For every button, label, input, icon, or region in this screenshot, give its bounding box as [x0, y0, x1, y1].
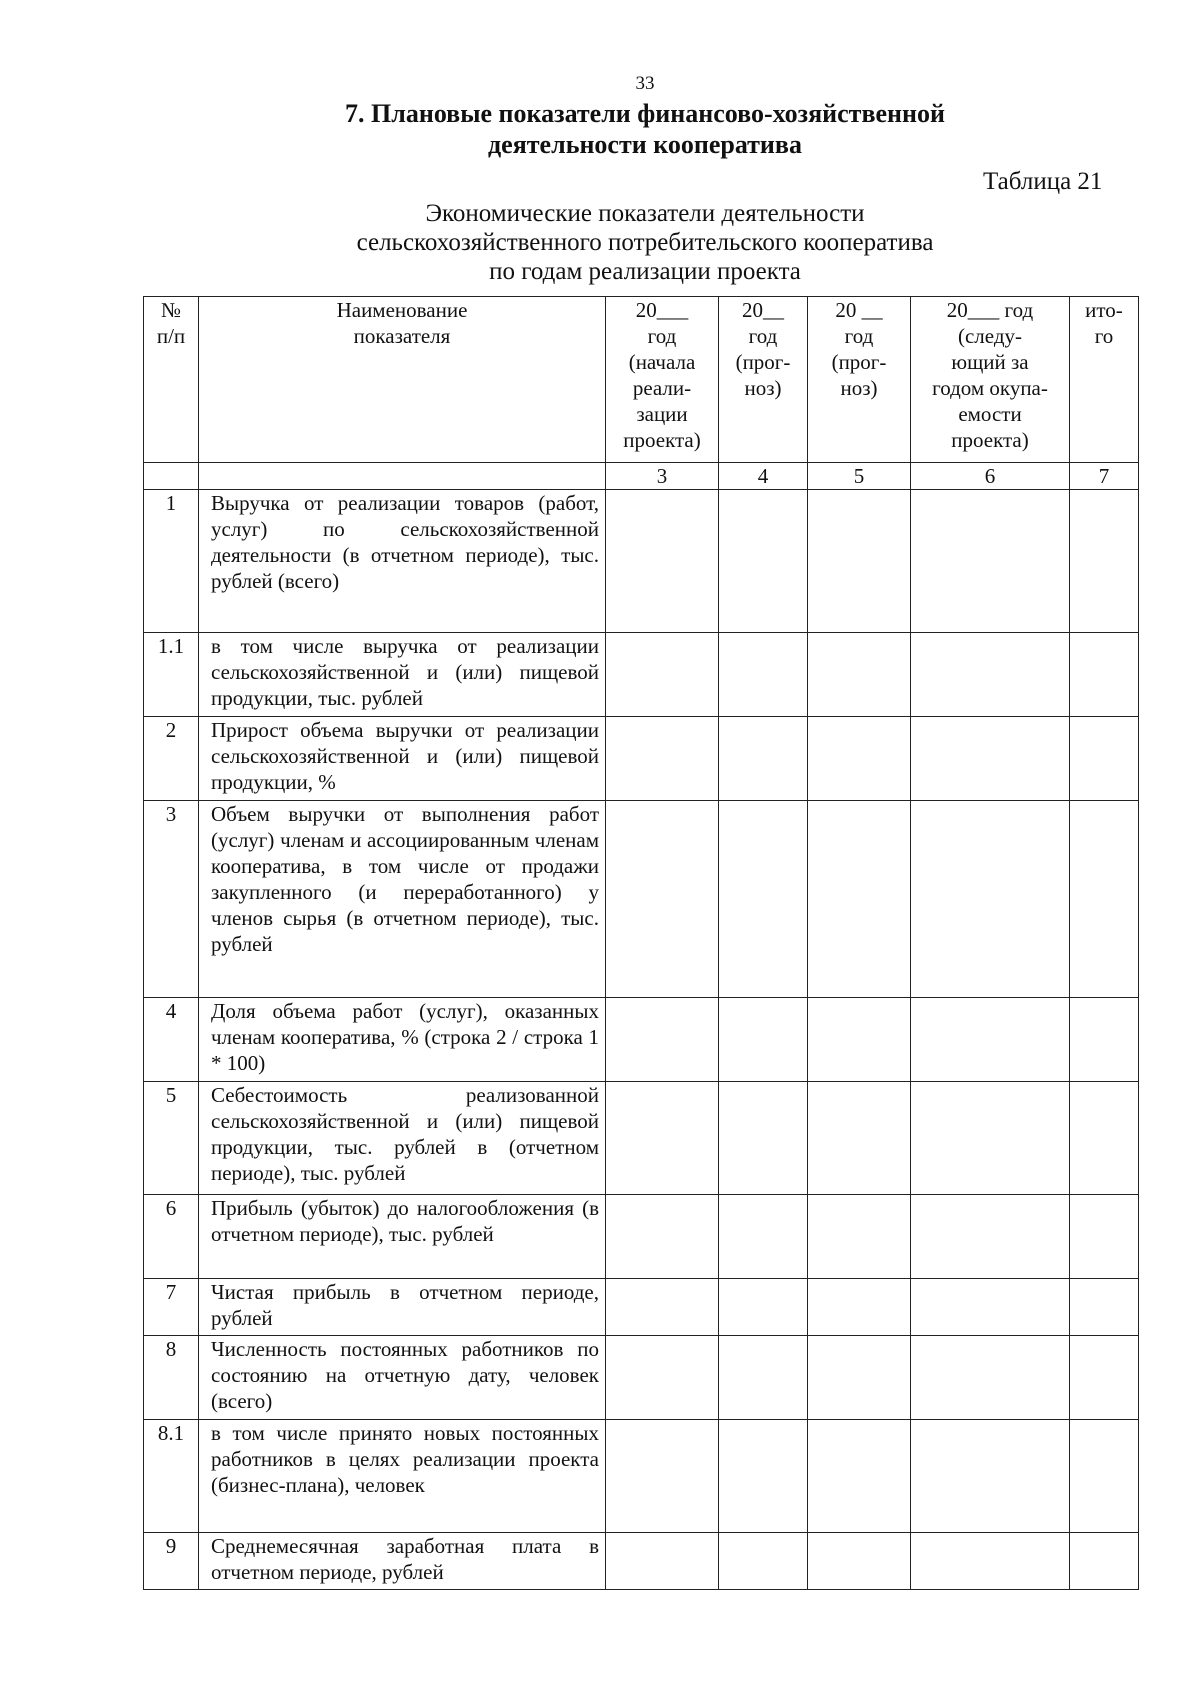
- value-cell-total[interactable]: [1070, 998, 1139, 1082]
- table-row: [144, 1279, 1139, 1336]
- value-cell-year-forecast-2[interactable]: [808, 633, 911, 717]
- header-cell-total: ито- го: [1070, 297, 1139, 463]
- value-cell-year-start[interactable]: [606, 1082, 719, 1195]
- value-cell-year-payback[interactable]: [911, 998, 1070, 1082]
- header-cell-year-forecast-2: 20 __ год (прог- ноз): [808, 297, 911, 463]
- row-number-cell: 6: [144, 1195, 199, 1279]
- value-cell-year-forecast-1[interactable]: [719, 1279, 808, 1336]
- value-cell-total[interactable]: [1070, 1082, 1139, 1195]
- row-number-cell: 4: [144, 998, 199, 1082]
- value-cell-year-forecast-1[interactable]: [719, 633, 808, 717]
- section-title-line-2: деятельности кооператива: [488, 130, 802, 159]
- value-cell-total[interactable]: [1070, 1279, 1139, 1336]
- value-cell-year-forecast-1[interactable]: [719, 1420, 808, 1533]
- row-number-cell: 3: [144, 801, 199, 998]
- value-cell-total[interactable]: [1070, 490, 1139, 633]
- numbering-cell: 5: [808, 463, 911, 490]
- value-cell-year-payback[interactable]: [911, 1336, 1070, 1420]
- row-number-cell: 9: [144, 1533, 199, 1590]
- value-cell-year-forecast-1[interactable]: [719, 1082, 808, 1195]
- value-cell-total[interactable]: [1070, 1533, 1139, 1590]
- value-cell-year-forecast-1[interactable]: [719, 1533, 808, 1590]
- value-cell-total[interactable]: [1070, 1420, 1139, 1533]
- value-cell-year-forecast-1[interactable]: [719, 1336, 808, 1420]
- header-cell-name: Наименование показателя: [199, 297, 606, 463]
- table-title-line-1: Экономические показатели деятельности: [425, 200, 865, 227]
- value-cell-year-forecast-2[interactable]: [808, 998, 911, 1082]
- row-number-cell: 1: [144, 490, 199, 633]
- value-cell-year-payback[interactable]: [911, 633, 1070, 717]
- value-cell-year-start[interactable]: [606, 1195, 719, 1279]
- row-number-cell: 8.1: [144, 1420, 199, 1533]
- numbering-row: [144, 463, 1139, 490]
- header-cell-number: № п/п: [144, 297, 199, 463]
- table-row: [144, 801, 1139, 998]
- value-cell-year-forecast-1[interactable]: [719, 1195, 808, 1279]
- value-cell-year-start[interactable]: [606, 1533, 719, 1590]
- table-row: [144, 1336, 1139, 1420]
- numbering-cell: 6: [911, 463, 1070, 490]
- table-body: [144, 297, 1139, 1590]
- header-cell-year-payback: 20___ год (следу- ющий за годом окупа- емости проекта): [911, 297, 1070, 463]
- table-title: [0, 199, 1200, 286]
- table-title-line-3: по годам реализации проекта: [489, 258, 801, 285]
- value-cell-year-payback[interactable]: [911, 1533, 1070, 1590]
- indicator-name-cell: Себестоимость реализованной сельскохозяйственной и (или) пищевой продукции, тыс. рублей в (отчетном периоде), тыс. рублей: [199, 1082, 606, 1195]
- indicator-name-cell: Прибыль (убыток) до налогообложения (в отчетном периоде), тыс. рублей: [199, 1195, 606, 1279]
- table-row: [144, 1420, 1139, 1533]
- indicator-name-cell: Доля объема работ (услуг), оказанных членам кооператива, % (строка 2 / строка 1 * 100): [199, 998, 606, 1082]
- value-cell-year-start[interactable]: [606, 998, 719, 1082]
- table-row: [144, 1082, 1139, 1195]
- indicator-name-cell: в том числе выручка от реализации сельскохозяйственной и (или) пищевой продукции, тыс. рублей: [199, 633, 606, 717]
- indicator-name-cell: Объем выручки от выполнения работ (услуг) членам и ассоциированным членам кооператива, в том числе от продажи закупленного (и переработанного) у членов сырья (в отчетном периоде), тыс. рублей: [199, 801, 606, 998]
- numbering-cell: 3: [606, 463, 719, 490]
- row-number-cell: 2: [144, 717, 199, 801]
- value-cell-total[interactable]: [1070, 1195, 1139, 1279]
- section-title-line-1: 7. Плановые показатели финансово-хозяйственной: [345, 99, 945, 128]
- value-cell-year-payback[interactable]: [911, 1082, 1070, 1195]
- value-cell-year-forecast-1[interactable]: [719, 490, 808, 633]
- value-cell-year-payback[interactable]: [911, 801, 1070, 998]
- value-cell-year-forecast-2[interactable]: [808, 1533, 911, 1590]
- value-cell-year-forecast-1[interactable]: [719, 801, 808, 998]
- value-cell-year-forecast-2[interactable]: [808, 1420, 911, 1533]
- header-row: [144, 297, 1139, 463]
- indicators-table: [143, 296, 1139, 1590]
- page-number: 33: [635, 73, 655, 94]
- indicator-name-cell: Выручка от реализации товаров (работ, услуг) по сельскохозяйственной деятельности (в отчетном периоде), тыс. рублей (всего): [199, 490, 606, 633]
- numbering-cell: [199, 463, 606, 490]
- row-number-cell: 5: [144, 1082, 199, 1195]
- numbering-cell: [144, 463, 199, 490]
- value-cell-year-start[interactable]: [606, 490, 719, 633]
- value-cell-year-forecast-2[interactable]: [808, 1279, 911, 1336]
- value-cell-year-forecast-2[interactable]: [808, 1336, 911, 1420]
- table-row: [144, 490, 1139, 633]
- value-cell-year-payback[interactable]: [911, 490, 1070, 633]
- value-cell-year-start[interactable]: [606, 801, 719, 998]
- value-cell-year-forecast-2[interactable]: [808, 1195, 911, 1279]
- value-cell-year-forecast-2[interactable]: [808, 490, 911, 633]
- value-cell-year-forecast-2[interactable]: [808, 1082, 911, 1195]
- numbering-cell: 4: [719, 463, 808, 490]
- value-cell-year-start[interactable]: [606, 717, 719, 801]
- table-row: [144, 717, 1139, 801]
- header-cell-year-start: 20___ год (начала реали- зации проекта): [606, 297, 719, 463]
- value-cell-year-payback[interactable]: [911, 1279, 1070, 1336]
- value-cell-year-payback[interactable]: [911, 717, 1070, 801]
- indicator-name-cell: Чистая прибыль в отчетном периоде, рублей: [199, 1279, 606, 1336]
- value-cell-total[interactable]: [1070, 801, 1139, 998]
- value-cell-year-start[interactable]: [606, 633, 719, 717]
- value-cell-year-start[interactable]: [606, 1420, 719, 1533]
- value-cell-year-forecast-2[interactable]: [808, 801, 911, 998]
- row-number-cell: 7: [144, 1279, 199, 1336]
- table-title-line-2: сельскохозяйственного потребительского кооператива: [356, 229, 934, 256]
- section-title: [0, 98, 1200, 160]
- table-row: [144, 633, 1139, 717]
- table-row: [144, 1195, 1139, 1279]
- header-cell-year-forecast-1: 20__ год (прог- ноз): [719, 297, 808, 463]
- value-cell-year-start[interactable]: [606, 1336, 719, 1420]
- numbering-cell: 7: [1070, 463, 1139, 490]
- table-row: [144, 1533, 1139, 1590]
- indicator-name-cell: Численность постоянных работников по состоянию на отчетную дату, человек (всего): [199, 1336, 606, 1420]
- value-cell-year-start[interactable]: [606, 1279, 719, 1336]
- row-number-cell: 1.1: [144, 633, 199, 717]
- row-number-cell: 8: [144, 1336, 199, 1420]
- value-cell-year-payback[interactable]: [911, 1420, 1070, 1533]
- value-cell-total[interactable]: [1070, 717, 1139, 801]
- value-cell-total[interactable]: [1070, 1336, 1139, 1420]
- indicator-name-cell: в том числе принято новых постоянных работников в целях реализации проекта (бизнес-плана), человек: [199, 1420, 606, 1533]
- indicator-name-cell: Среднемесячная заработная плата в отчетном периоде, рублей: [199, 1533, 606, 1590]
- value-cell-year-forecast-1[interactable]: [719, 998, 808, 1082]
- value-cell-total[interactable]: [1070, 633, 1139, 717]
- table-label: Таблица 21: [983, 168, 1103, 195]
- table-row: [144, 998, 1139, 1082]
- value-cell-year-forecast-2[interactable]: [808, 717, 911, 801]
- indicator-name-cell: Прирост объема выручки от реализации сельскохозяйственной и (или) пищевой продукции, %: [199, 717, 606, 801]
- value-cell-year-forecast-1[interactable]: [719, 717, 808, 801]
- value-cell-year-payback[interactable]: [911, 1195, 1070, 1279]
